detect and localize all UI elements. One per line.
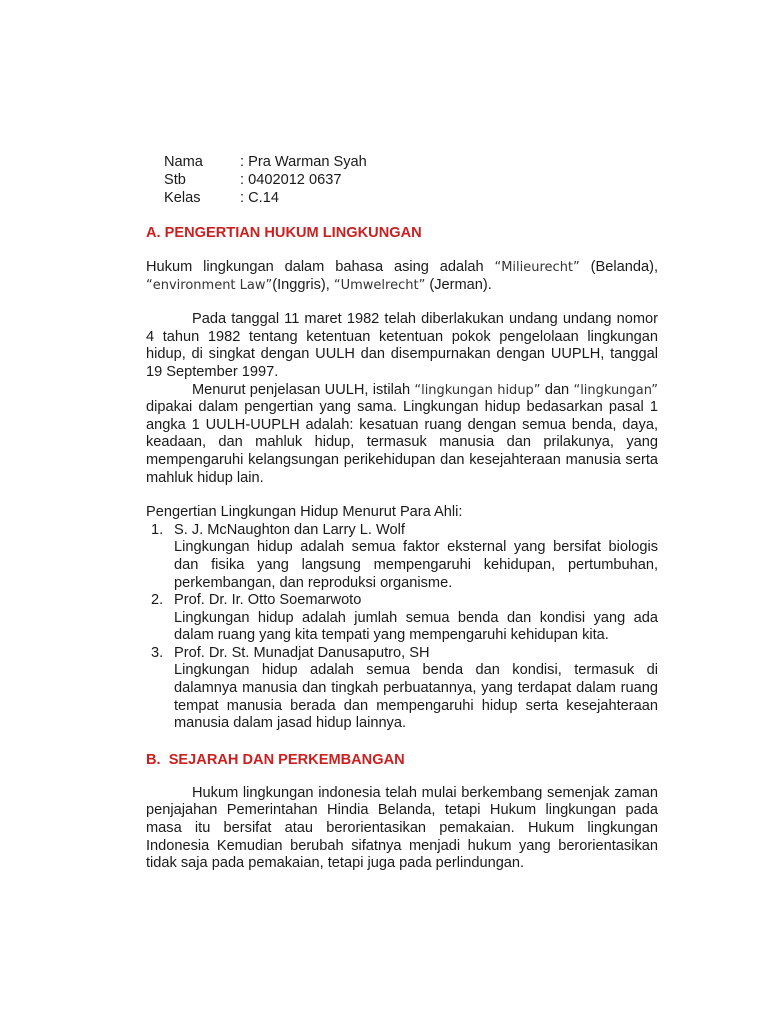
- intro-quote-umwelrecht: “Umwelrecht”: [333, 277, 426, 293]
- expert-description: Lingkungan hidup adalah jumlah semua benda dan kondisi yang ada dalam ruang yang kita tempati yang mempengaruhi kehidupan kita.: [174, 609, 658, 644]
- section-b-paragraph-1: Hukum lingkungan indonesia telah mulai berkembang semenjak zaman penjajahan Pemerintahan Hindia Belanda, tetapi Hukum lingkungan pada masa itu bersifat atau berorientasikan pemakaian. Hukum lingkungan Indonesia Kemudian berubah sifatnya menjadi hukum yang berorientasikan tidak saja pada pemakaian, tetapi juga pada perlindungan.: [146, 784, 658, 872]
- expert-item-3: [146, 645, 658, 733]
- expert-number: 2.: [151, 592, 164, 609]
- expert-name: S. J. McNaughton dan Larry L. Wolf: [174, 521, 405, 538]
- intro-text-2: (Belanda),: [579, 259, 658, 275]
- nama-value: : Pra Warman Syah: [240, 154, 367, 170]
- expert-item-1: [146, 522, 658, 592]
- nama-row: [164, 153, 658, 171]
- para3-quote-lingkungan-hidup: “lingkungan hidup”: [414, 382, 541, 398]
- expert-item-2: [146, 592, 658, 645]
- para3-text-b: dan: [540, 381, 574, 398]
- section-b-heading: B. SEJARAH DAN PERKEMBANGAN: [146, 751, 405, 768]
- expert-name: Prof. Dr. St. Munadjat Danusaputro, SH: [174, 644, 430, 661]
- intro-quote-environment-law: “environment Law”: [146, 277, 273, 293]
- section-a-heading: A. PENGERTIAN HUKUM LINGKUNGAN: [146, 225, 422, 241]
- stb-value: : 0402012 0637: [240, 172, 342, 188]
- para3-text-c: dipakai dalam pengertian yang sama. Lingkungan hidup bedasarkan pasal 1 angka 1 UULH-UUPLH adalah: kesatuan ruang dengan semua benda, daya, keadaan, dan mahluk hidup, termasuk manusia dan prilakunya, yang mempengaruhi kelangsungan perikehidupan dan kesejahteraan manusia serta mahluk hidup lain.: [146, 399, 658, 486]
- intro-text-4: (Jerman).: [425, 276, 492, 293]
- kelas-value: : C.14: [240, 190, 279, 206]
- expert-description: Lingkungan hidup adalah semua benda dan kondisi, termasuk di dalamnya manusia dan tingkah perbuatannya, yang terdapat dalam ruang tempat manusia berada dan mempengaruhi hidup serta kesejahteraan manusia dalam jasad hidup lainnya.: [174, 662, 658, 732]
- section-a-paragraph-3: [146, 382, 658, 488]
- student-info: [164, 153, 658, 207]
- kelas-row: [164, 189, 658, 207]
- intro-text-3: (Inggris),: [272, 276, 334, 293]
- para3-quote-lingkungan: “lingkungan”: [573, 382, 658, 398]
- intro-text-1: Hukum lingkungan dalam bahasa asing adalah: [146, 259, 495, 275]
- expert-number: 3.: [151, 644, 164, 661]
- para3-text-a: Menurut penjelasan UULH, istilah: [192, 381, 415, 398]
- document-page: [146, 153, 658, 873]
- section-a-paragraph-2: Pada tanggal 11 maret 1982 telah diberlakukan undang undang nomor 4 tahun 1982 tentang ketentuan ketentuan pokok pengelolaan lingkungan hidup, di singkat dengan UULH dan disempurnakan dengan UUPLH, tanggal 19 September 1997.: [146, 311, 658, 380]
- nama-label: Nama: [164, 154, 203, 170]
- expert-number: 1.: [151, 521, 164, 538]
- kelas-label: Kelas: [164, 190, 201, 206]
- experts-title: Pengertian Lingkungan Hidup Menurut Para Ahli:: [146, 504, 463, 521]
- intro-quote-milieurecht: “Milieurecht”: [494, 260, 580, 275]
- expert-name: Prof. Dr. Ir. Otto Soemarwoto: [174, 592, 362, 609]
- expert-description: Lingkungan hidup adalah semua faktor eksternal yang bersifat biologis dan fisika yang langsung mempengaruhi kehidupan, pertumbuhan, perkembangan, dan reproduksi organisme.: [174, 539, 658, 591]
- stb-row: [164, 171, 658, 189]
- section-a-intro: [146, 259, 658, 294]
- experts-section: [146, 504, 658, 733]
- stb-label: Stb: [164, 172, 186, 188]
